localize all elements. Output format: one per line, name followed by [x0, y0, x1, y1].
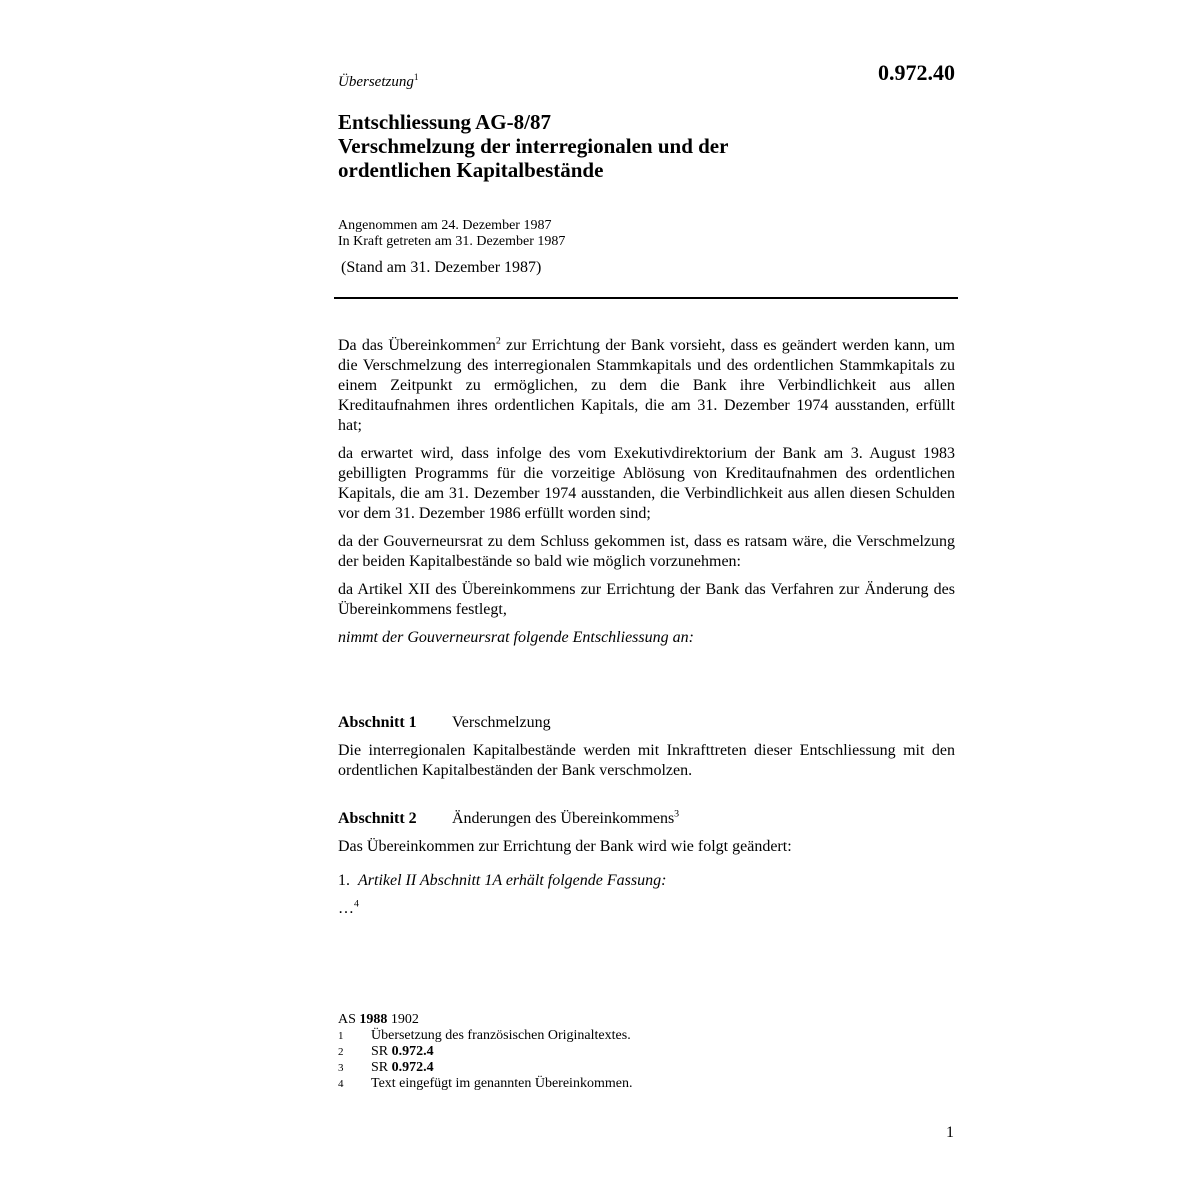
section-2-title: Änderungen des Übereinkommens: [452, 810, 675, 827]
footnote-2-sr-link[interactable]: 0.972.4: [391, 1044, 434, 1059]
amendment-item-text: Artikel II Abschnitt 1A erhält folgende Fassung:: [358, 872, 667, 889]
footnote-3: [338, 1060, 958, 1076]
section-2-label: Abschnitt 2: [338, 810, 417, 827]
translation-label: [338, 74, 418, 91]
footnote-3-prefix: SR: [371, 1060, 392, 1075]
sr-number: 0.972.40: [878, 60, 955, 85]
title-line-1: Entschliessung AG-8/87: [338, 110, 551, 134]
section-1-label: Abschnitt 1: [338, 714, 417, 731]
footnote-ref-1[interactable]: 1: [413, 73, 419, 83]
translation-label-text: Übersetzung: [338, 74, 414, 90]
footnote-ref-3[interactable]: 3: [674, 808, 680, 820]
as-reference: [338, 1012, 958, 1028]
footnote-3-sr-link[interactable]: 0.972.4: [391, 1060, 434, 1075]
footnotes: [338, 1012, 958, 1092]
as-page: 1902: [390, 1012, 419, 1027]
footnote-2-text: [371, 1044, 434, 1060]
ellipsis: …: [338, 900, 354, 917]
footnote-4-text: Text eingefügt im genannten Übereinkommen.: [371, 1076, 633, 1091]
omitted-text: [338, 900, 359, 918]
preamble-paragraph-3: da der Gouverneursrat zu dem Schluss gekommen ist, dass es ratsam wäre, die Verschmelzung der beiden Kapitalbestände so bald wie möglich vorzunehmen:: [338, 533, 955, 570]
status-date: (Stand am 31. Dezember 1987): [341, 259, 542, 276]
title-line-2: Verschmelzung der interregionalen und der: [338, 134, 729, 158]
preamble: [338, 336, 955, 656]
footnote-2: [338, 1044, 958, 1060]
footnote-1: [338, 1028, 958, 1044]
preamble-conclusion: nimmt der Gouverneursrat folgende Entschliessung an:: [338, 629, 694, 646]
preamble-p1-rest: zur Errichtung der Bank vorsieht, dass es geändert werden kann, um die Verschmelzung des interregionalen Stammkapitals und des ordentlichen Stammkapitals zu einem Zeitpunkt zu ermöglichen, zu dem die Bank ihre Verbindlichkeit aus allen Kreditaufnahmen ihres ordentlichen Kapitals, die am 31. Dezember 1974 ausstanden, erfüllt hat;: [338, 337, 955, 434]
footnote-ref-2[interactable]: 2: [495, 335, 501, 347]
header-divider: [334, 297, 958, 299]
footnote-ref-4[interactable]: 4: [354, 898, 359, 910]
footnote-4-number: 4: [338, 1078, 344, 1090]
footnote-1-text: Übersetzung des französischen Originaltextes.: [371, 1028, 631, 1043]
section-2: [338, 809, 955, 857]
adopted-date: Angenommen am 24. Dezember 1987: [338, 218, 552, 233]
amendment-item-1: [338, 872, 666, 890]
footnote-2-prefix: SR: [371, 1044, 392, 1059]
as-year: 1988: [359, 1012, 388, 1027]
document-title: [338, 110, 938, 182]
preamble-p1-start: Da das Übereinkommen: [338, 337, 496, 354]
preamble-paragraph-1: [338, 336, 955, 436]
footnote-2-number: 2: [338, 1046, 344, 1058]
amendment-item-number: 1.: [338, 872, 350, 889]
section-2-text: Das Übereinkommen zur Errichtung der Bank wird wie folgt geändert:: [338, 838, 792, 855]
preamble-paragraph-2: da erwartet wird, dass infolge des vom Exekutivdirektorium der Bank am 3. August 1983 gebilligten Programms für die vorzeitige Ablösung von Kreditaufnahmen des ordentlichen Kapitals, die am 31. Dezember 1974 ausstanden, die Verbindlichkeit aus allen diesen Schulden vor dem 31. Dezember 1986 erfüllt worden sind;: [338, 445, 955, 522]
as-prefix: AS: [338, 1012, 356, 1027]
dates-block: [338, 218, 565, 250]
footnote-1-number: 1: [338, 1030, 344, 1042]
footnote-3-text: [371, 1060, 434, 1076]
footnote-3-number: 3: [338, 1062, 344, 1074]
in-force-date: In Kraft getreten am 31. Dezember 1987: [338, 234, 566, 249]
section-1-heading: [338, 713, 955, 733]
section-1-title: Verschmelzung: [452, 714, 551, 731]
preamble-paragraph-4: da Artikel XII des Übereinkommens zur Errichtung der Bank das Verfahren zur Änderung des Übereinkommens festlegt,: [338, 581, 955, 618]
section-1-text: Die interregionalen Kapitalbestände werden mit Inkrafttreten dieser Entschliessung mit den ordentlichen Kapitalbeständen der Bank verschmolzen.: [338, 742, 955, 779]
section-1: [338, 713, 955, 781]
page-number: 1: [946, 1124, 954, 1141]
title-line-3: ordentlichen Kapitalbestände: [338, 158, 604, 182]
section-2-heading: [338, 809, 955, 829]
footnote-4: [338, 1076, 958, 1092]
